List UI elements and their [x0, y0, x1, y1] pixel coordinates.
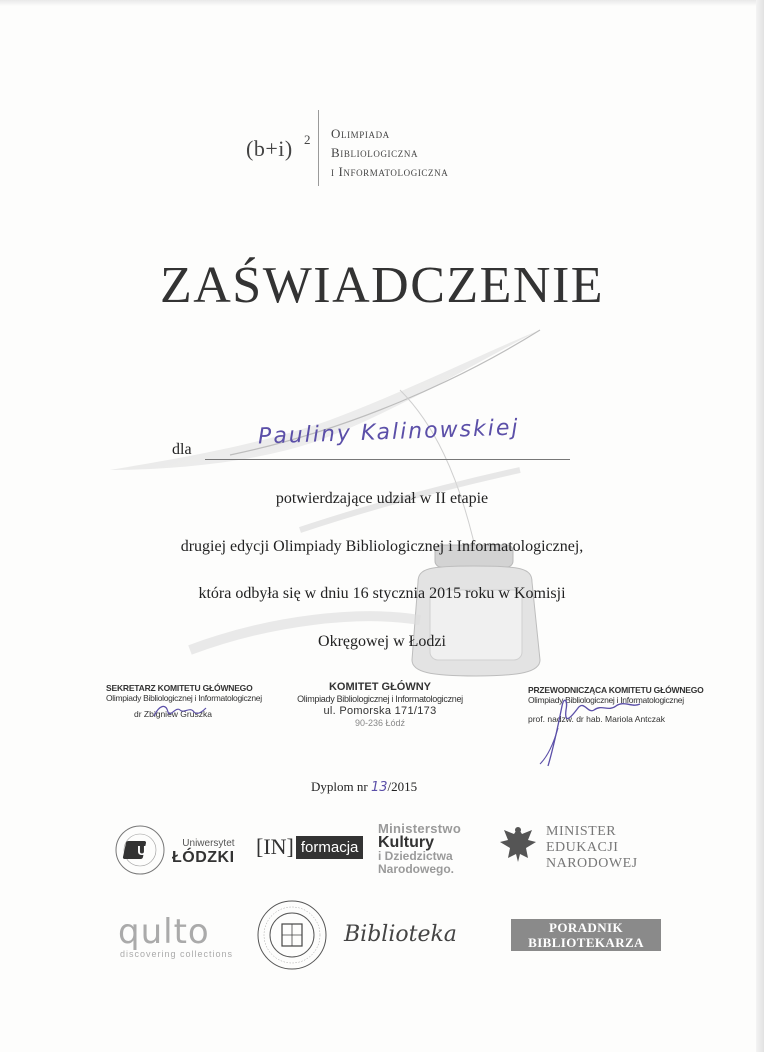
men-line-3: NARODOWEJ [546, 856, 638, 871]
diploma-suffix: /2015 [387, 779, 418, 794]
eagle-icon [498, 824, 538, 866]
stamp-line-2: Olimpiady Bibliologicznej i Informatologicznej [297, 694, 463, 704]
logo-line-1: Olimpiada [331, 126, 390, 141]
qulto-tagline: discovering collections [120, 949, 234, 959]
stamp-line-1: KOMITET GŁÓWNY [328, 681, 432, 693]
body-line-1: potwierdzające udział w II etapie [275, 490, 489, 507]
mkidn-line-2: Kultury [378, 834, 434, 851]
informacja-bracket: [IN] [256, 834, 294, 859]
certificate-title: ZAŚWIADCZENIE [159, 257, 605, 314]
diploma-prefix: Dyplom nr [311, 779, 368, 794]
secretary-signature [150, 700, 210, 722]
ministry-culture-logo [378, 822, 461, 876]
poradnik-line-1: PORADNIK [549, 920, 623, 935]
secretary-title: SEKRETARZ KOMITETU GŁÓWNEGO [106, 683, 253, 693]
body-line-3: która odbyła się w dniu 16 stycznia 2015 roku w Komisji [198, 585, 566, 602]
poradnik-bibliotekarza-logo [511, 919, 661, 951]
university-seal-icon [112, 824, 168, 876]
informacja-word: formacja [296, 836, 364, 859]
olympiad-logo [246, 108, 546, 188]
university-lodz-seal [112, 824, 168, 876]
ministry-education-logo [546, 824, 638, 872]
mkidn-line-3: i Dziedzictwa [378, 849, 453, 863]
logo-line-2: Bibliologiczna [331, 145, 419, 160]
tnbsp-seal-icon [252, 898, 332, 972]
qulto-logo [118, 912, 234, 959]
body-line-2: drugiej edycji Olimpiady Bibliologicznej i Informatologicznej, [180, 538, 584, 555]
logo-divider [318, 110, 319, 186]
chair-name: prof. nadzw. dr hab. Mariola Antczak [528, 714, 666, 724]
chair-title: PRZEWODNICZĄCA KOMITETU GŁÓWNEGO [528, 685, 704, 695]
mkidn-line-4: Narodowego. [378, 862, 455, 876]
recipient-name-handwritten: Pauliny Kalinowskiej [257, 415, 520, 450]
diploma-number [311, 779, 417, 795]
body-line-4: Okręgowej w Łodzi [318, 633, 446, 650]
stamp-line-3: ul. Pomorska 171/173 [323, 705, 437, 717]
men-line-2: EDUKACJI [546, 840, 619, 855]
informacja-logo [256, 834, 363, 860]
recipient-prefix: dla [172, 441, 192, 458]
logo-mark: (b+i) [246, 136, 293, 161]
men-line-1: MINISTER [546, 824, 617, 839]
logo-line-3: i Informatologiczna [331, 164, 449, 179]
recipient-underline [205, 459, 570, 460]
scan-edge-right [756, 0, 764, 1052]
scan-edge-top [0, 0, 764, 6]
committee-stamp [290, 681, 470, 729]
biblioteka-logo: Biblioteka [344, 922, 457, 947]
polish-eagle-emblem [498, 824, 538, 866]
stamp-line-4: 90-236 Łódź [354, 718, 406, 728]
secretary-subtitle: Olimpiady Bibliologicznej i Informatologicznej [106, 693, 262, 703]
chair-signature [528, 686, 648, 770]
university-lodz-logo [172, 838, 235, 867]
secretary-name: dr Zbigniew Gruszka [134, 709, 212, 719]
university-small-text: Uniwersytet [182, 838, 235, 849]
tnbsp-seal [252, 898, 332, 972]
svg-text:U: U [137, 843, 147, 858]
qulto-word: qulto [118, 912, 210, 952]
diploma-number-handwritten: 13 [370, 780, 388, 795]
mkidn-line-1: Ministerstwo [378, 821, 462, 836]
logo-superscript: 2 [304, 132, 311, 147]
logo-text [331, 124, 448, 181]
chair-subtitle: Olimpiady Bibliologicznej i Informatologicznej [528, 695, 684, 705]
poradnik-line-2: BIBLIOTEKARZA [528, 935, 644, 950]
university-big-text: ŁÓDZKI [172, 849, 235, 866]
